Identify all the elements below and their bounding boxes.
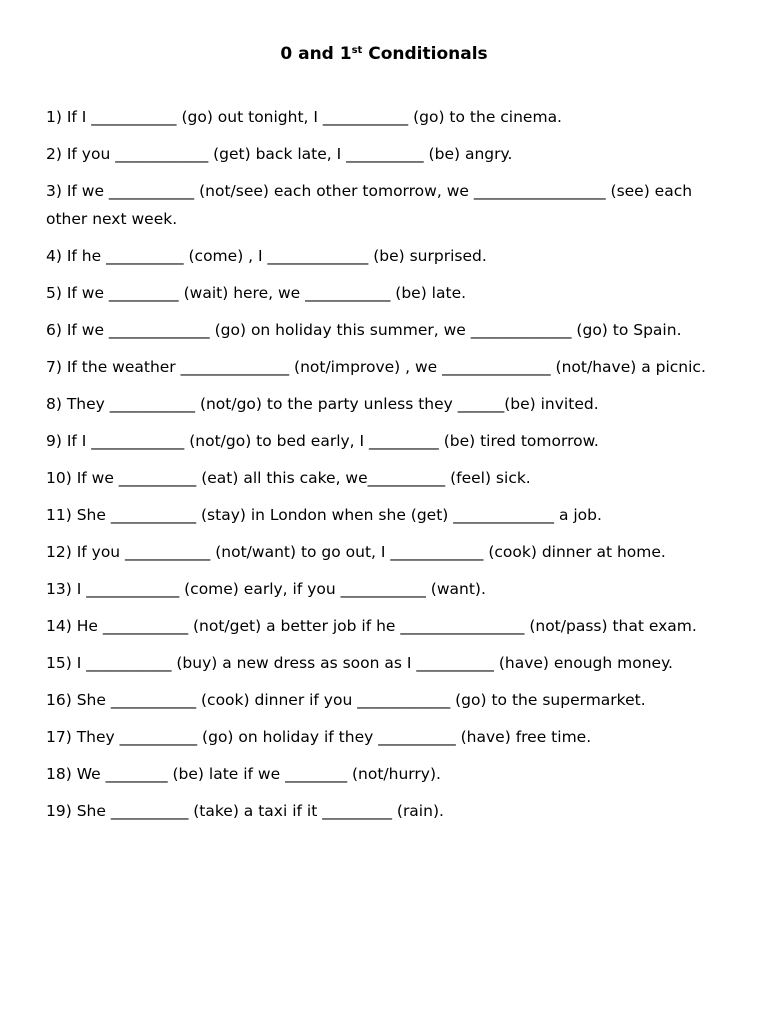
exercise-17: 17) They __________ (go) on holiday if they __________ (have) free time. [46, 727, 592, 746]
exercise-list [46, 104, 732, 835]
exercise-2: 2) If you ____________ (get) back late, I __________ (be) angry. [46, 145, 513, 163]
exercise-5: 5) If we _________ (wait) here, we ___________ (be) late. [46, 283, 467, 302]
exercise-7: 7) If the weather ______________ (not/improve) , we ______________ (not/have) a picnic. [46, 357, 706, 376]
exercise-12: 12) If you ___________ (not/want) to go out, I ____________ (cook) dinner at home. [46, 542, 666, 561]
exercise-6: 6) If we _____________ (go) on holiday this summer, we _____________ (go) to Spain. [46, 320, 682, 339]
page-title [0, 42, 768, 66]
exercise-13: 13) I ____________ (come) early, if you ___________ (want). [46, 579, 486, 598]
title-superscript: st [351, 45, 363, 56]
exercise-15: 15) I ___________ (buy) a new dress as soon as I __________ (have) enough money. [46, 653, 673, 672]
exercise-10: 10) If we __________ (eat) all this cake, we__________ (feel) sick. [46, 468, 531, 487]
exercise-11: 11) She ___________ (stay) in London when she (get) _____________ a job. [46, 505, 602, 524]
exercise-16: 16) She ___________ (cook) dinner if you ____________ (go) to the supermarket. [46, 690, 646, 709]
exercise-14: 14) He ___________ (not/get) a better job if he ________________ (not/pass) that exam. [46, 616, 697, 635]
exercise-3: 3) If we ___________ (not/see) each other tomorrow, we _________________ (see) each other next week. [46, 182, 693, 228]
exercise-18: 18) We ________ (be) late if we ________ (not/hurry). [46, 764, 441, 783]
title-prefix: 0 and 1 [280, 44, 352, 64]
title-suffix: Conditionals [362, 44, 488, 64]
exercise-8: 8) They ___________ (not/go) to the party unless they ______(be) invited. [46, 394, 599, 413]
exercise-4: 4) If he __________ (come) , I _____________ (be) surprised. [46, 246, 487, 265]
exercise-19: 19) She __________ (take) a taxi if it _________ (rain). [46, 801, 444, 820]
exercise-1: 1) If I ___________ (go) out tonight, I ___________ (go) to the cinema. [46, 108, 562, 126]
exercise-9: 9) If I ____________ (not/go) to bed early, I _________ (be) tired tomorrow. [46, 431, 599, 450]
